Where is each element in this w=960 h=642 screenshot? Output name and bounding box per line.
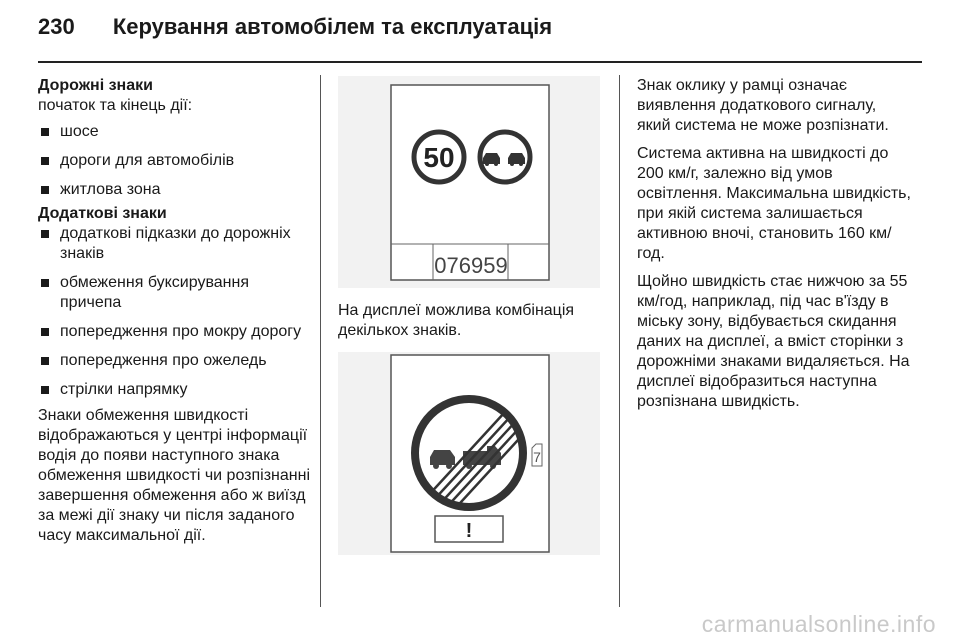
- column-divider-right: [619, 75, 620, 607]
- paragraph: Система активна на швидкості до 200 км/г, залежно від умов освітлення. Максимальна швидкість, при якій система залишається активною вночі, становить 160 км/год.: [637, 145, 911, 262]
- list-item: додаткові підказки до дорожніх знаків: [38, 224, 310, 264]
- paragraph: Щойно швидкість стає нижчою за 55 км/год, наприклад, під час в'їзду в міську зону, відбувається скидання даних на дисплеї, а вміст сторінки з дорожніми знаками видаляється. На дисплеї відобразиться наступна розпізнана швидкість.: [637, 273, 910, 410]
- exclamation-mark: !: [465, 520, 473, 542]
- figure-speed-sign: [338, 76, 600, 288]
- column-left: [38, 76, 310, 554]
- page-number: 230: [38, 14, 75, 39]
- list-item: дороги для автомобілів: [38, 151, 310, 171]
- section-title-additional-signs: Додаткові знаки: [38, 205, 167, 222]
- side-mark: 7: [533, 449, 541, 465]
- additional-sign-list: [38, 224, 310, 400]
- figure-end-restriction-sign: [338, 352, 600, 555]
- list-item: попередження про ожеледь: [38, 351, 310, 371]
- column-right: [637, 76, 912, 420]
- list-item: шосе: [38, 122, 310, 142]
- sign-frame: [391, 85, 549, 280]
- section-title-road-signs: Дорожні знаки: [38, 77, 153, 94]
- sign-code: 076959: [434, 253, 508, 278]
- paragraph: Знак оклику у рамці означає виявлення додаткового сигналу, який система не може розпізнати.: [637, 77, 889, 134]
- page-header: [38, 14, 552, 40]
- page-title: Керування автомобілем та експлуатація: [112, 14, 553, 39]
- header-rule: [38, 61, 922, 63]
- figure-caption: На дисплеї можлива комбінація декількох знаків.: [338, 302, 575, 339]
- section-intro: початок та кінець дії:: [38, 97, 193, 114]
- speed-limit-value: 50: [423, 142, 455, 173]
- list-item: стрілки напрямку: [38, 380, 310, 400]
- column-divider-left: [320, 75, 321, 607]
- list-item: попередження про мокру дорогу: [38, 322, 310, 342]
- sign-panel-graphic: [338, 76, 600, 288]
- sign-panel-graphic: [338, 352, 600, 555]
- list-item: житлова зона: [38, 180, 310, 200]
- speed-limit-paragraph: Знаки обмеження швидкості відображаються у центрі інформації водія до появи наступного знака обмеження швидкості чи розпізнанні завершення обмеження або ж виїзд за межі дії знаку чи після заданого часу максимальної дії.: [38, 407, 311, 544]
- list-item: обмеження буксирування причепа: [38, 273, 310, 313]
- road-sign-list: [38, 122, 310, 200]
- watermark: carmanualsonline.info: [701, 611, 936, 637]
